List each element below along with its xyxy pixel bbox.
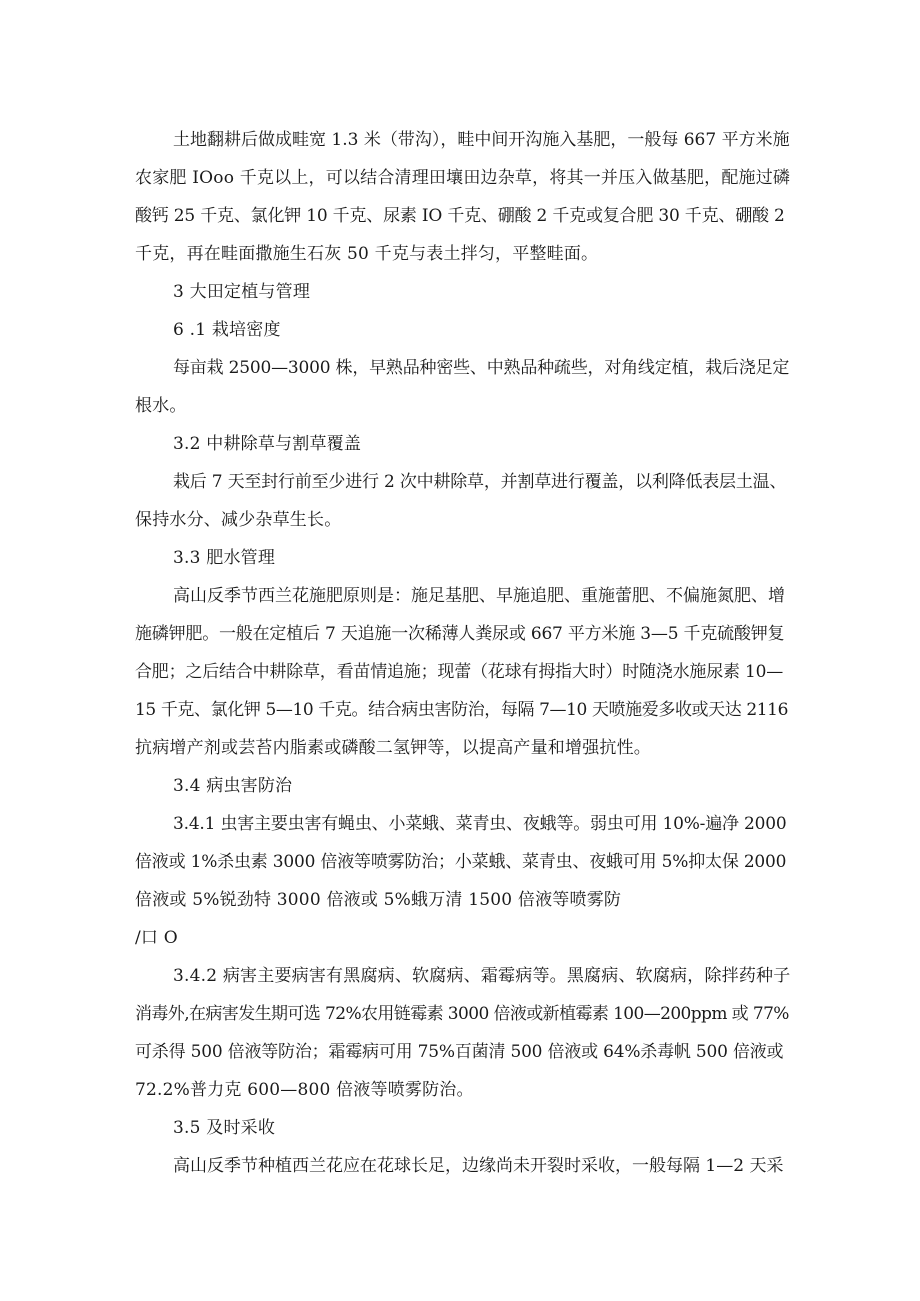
- text-line: 根水。: [135, 396, 187, 416]
- section-heading: 3 大田定植与管理: [173, 282, 311, 302]
- text-line: 千克，再在畦面撒施生石灰 50 千克与表土拌匀，平整畦面。: [135, 244, 599, 264]
- text-line: 保持水分、减少杂草生长。: [135, 510, 342, 530]
- text-line: 72.2%普力克 600—800 倍液等喷雾防治。: [135, 1080, 474, 1100]
- subsection-heading: 3.2 中耕除草与割草覆盖: [173, 434, 362, 454]
- text-line: 可杀得 500 倍液等防治；霜霉病可用 75%百菌清 500 倍液或 64%杀毒帆 500 倍液或: [135, 1042, 784, 1062]
- text-line: 每亩栽 2500—3000 株，早熟品种密些、中熟品种疏些，对角线定植，栽后浇足定: [173, 358, 790, 378]
- text-line: 合肥；之后结合中耕除草，看苗情追施；现蕾（花球有拇指大时）时随浇水施尿素 10—: [135, 662, 784, 682]
- text-line: 3.4.1 虫害主要虫害有蝇虫、小菜蛾、菜青虫、夜蛾等。弱虫可用 10%-遍净 2000: [173, 814, 787, 834]
- subsection-heading: 6 .1 栽培密度: [173, 320, 281, 340]
- text-line: 15 千克、氯化钾 5—10 千克。结合病虫害防治，每隔 7—10 天喷施爱多收或天达 2116: [135, 700, 789, 720]
- text-line: 倍液或 5%锐劲特 3000 倍液或 5%蛾万清 1500 倍液等喷雾防: [135, 890, 622, 910]
- subsection-heading: 3.4 病虫害防治: [173, 776, 293, 796]
- text-line: 酸钙 25 千克、氯化钾 10 千克、尿素 IO 千克、硼酸 2 千克或复合肥 30 千克、硼酸 2: [135, 206, 785, 226]
- subsection-heading: 3.5 及时采收: [173, 1118, 276, 1138]
- text-line: 3.4.2 病害主要病害有黑腐病、软腐病、霜霉病等。黑腐病、软腐病，除拌药种子: [173, 966, 791, 986]
- text-line: 土地翻耕后做成畦宽 1.3 米（带沟），畦中间开沟施入基肥，一般每 667 平方米施: [173, 130, 790, 150]
- text-line: /口 O: [135, 928, 178, 948]
- text-line: 倍液或 1%杀虫素 3000 倍液等喷雾防治；小菜蛾、菜青虫、夜蛾可用 5%抑太保 2000: [135, 852, 787, 872]
- text-line: 栽后 7 天至封行前至少进行 2 次中耕除草，并割草进行覆盖，以利降低表层土温、: [173, 472, 787, 492]
- text-line: 农家肥 IOoo 千克以上，可以结合清理田壤田边杂草，将其一并压入做基肥，配施过磷: [135, 168, 791, 188]
- text-line: 高山反季节西兰花施肥原则是：施足基肥、早施追肥、重施蕾肥、不偏施氮肥、增: [173, 586, 785, 606]
- text-line: 抗病增产剂或芸苔内脂素或磷酸二氢钾等，以提高产量和增强抗性。: [135, 738, 651, 758]
- text-line: 消毒外,在病害发生期可选 72%农用链霉素 3000 倍液或新植霉素 100—200ppm 或 77%: [135, 1004, 789, 1024]
- text-line: 施磷钾肥。一般在定植后 7 天追施一次稀薄人粪尿或 667 平方米施 3—5 千克硫酸钾复: [135, 624, 785, 644]
- text-line: 高山反季节种植西兰花应在花球长足，边缘尚未开裂时采收，一般每隔 1—2 天采: [173, 1156, 784, 1176]
- subsection-heading: 3.3 肥水管理: [173, 548, 276, 568]
